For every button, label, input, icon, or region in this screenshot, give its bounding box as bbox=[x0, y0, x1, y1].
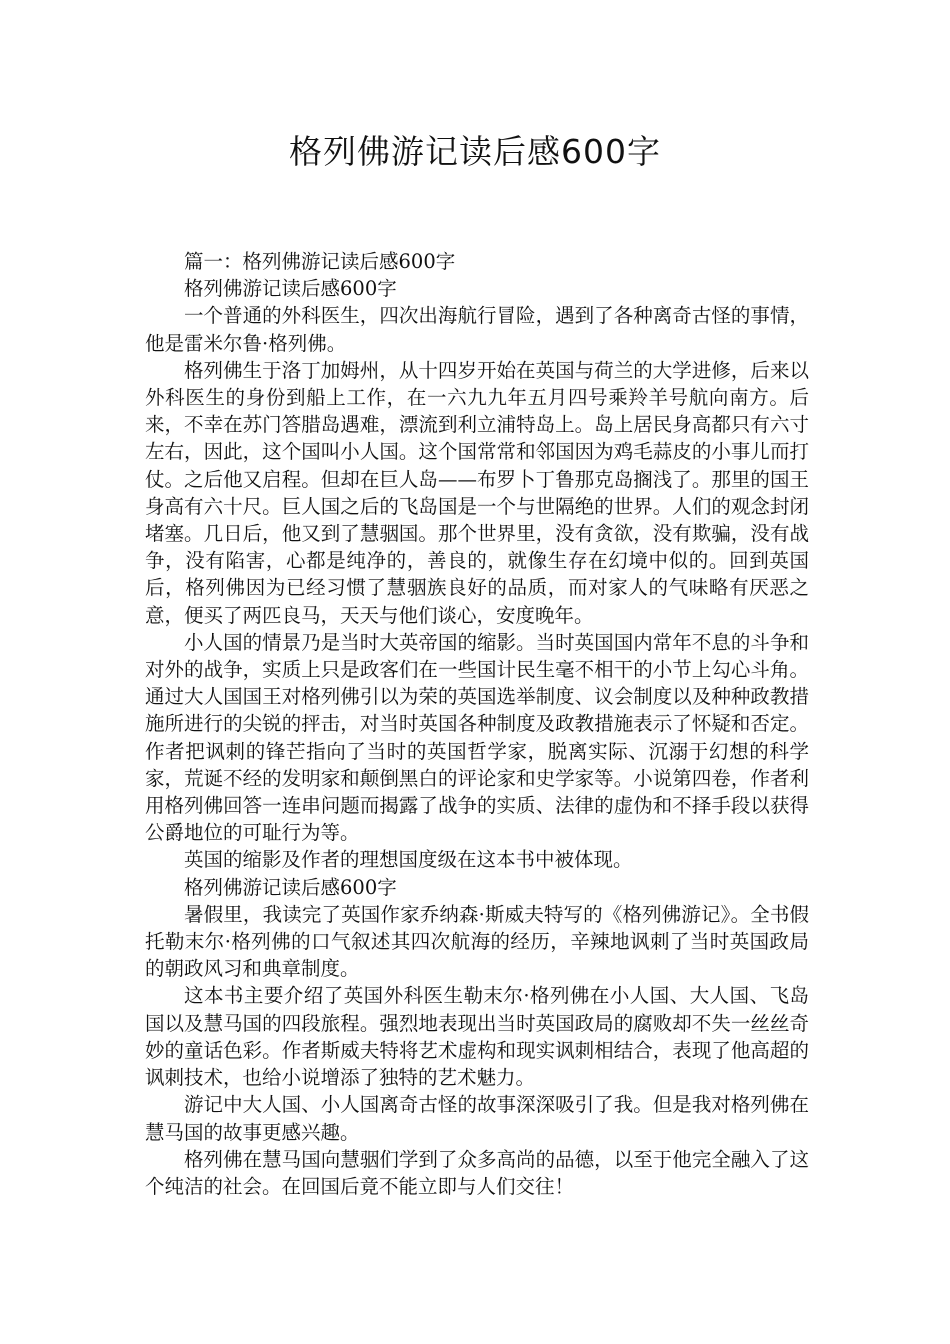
paragraph: 小人国的情景乃是当时大英帝国的缩影。当时英国国内常年不息的斗争和对外的战争，实质上只是政客们在一些国计民生毫不相干的小节上勾心斗角。通过大人国国王对格列佛引以为荣的英国选举制度、议会制度以及种种政教措施所进行的尖锐的抨击，对当时英国各种制度及政教措施表示了怀疑和否定。作者把讽刺的锋芒指向了当时的英国哲学家，脱离实际、沉溺于幻想的科学家，荒诞不经的发明家和颠倒黑白的评论家和史学家等。小说第四卷，作者利用格列佛回答一连串问题而揭露了战争的实质、法律的虚伪和不择手段以获得公爵地位的可耻行为等。 bbox=[145, 630, 809, 845]
paragraph: 英国的缩影及作者的理想国度级在这本书中被体现。 bbox=[184, 848, 633, 872]
paragraph: 暑假里，我读完了英国作家乔纳森·斯威夫特写的《格列佛游记》。全书假托勒末尔·格列佛的口气叙述其四次航海的经历，辛辣地讽刺了当时英国政局的朝政风习和典章制度。 bbox=[145, 902, 809, 981]
document-body bbox=[145, 248, 809, 1200]
document-title: 格列佛游记读后感600字 bbox=[289, 132, 661, 171]
paragraph: 这本书主要介绍了英国外科医生勒末尔·格列佛在小人国、大人国、飞岛国以及慧马国的四段旅程。强烈地表现出当时英国政局的腐败却不失一丝丝奇妙的童话色彩。作者斯威夫特将艺术虚构和现实讽刺相结合，表现了他高超的讽刺技术，也给小说增添了独特的艺术魅力。 bbox=[145, 984, 809, 1090]
paragraph: 游记中大人国、小人国离奇古怪的故事深深吸引了我。但是我对格列佛在慧马国的故事更感兴趣。 bbox=[145, 1093, 809, 1144]
paragraph: 一个普通的外科医生，四次出海航行冒险，遇到了各种离奇古怪的事情，他是雷米尔鲁·格列佛。 bbox=[145, 304, 809, 355]
section-heading: 篇一：格列佛游记读后感600字 bbox=[184, 250, 456, 273]
article-subtitle: 格列佛游记读后感600字 bbox=[184, 277, 397, 301]
article-subtitle: 格列佛游记读后感600字 bbox=[184, 875, 397, 899]
paragraph: 格列佛生于洛丁加姆州，从十四岁开始在英国与荷兰的大学进修，后来以外科医生的身份到船上工作，在一六九九年五月四号乘羚羊号航向南方。后来，不幸在苏门答腊岛遇难，漂流到利立浦特岛上。岛上居民身高都只有六寸左右，因此，这个国叫小人国。这个国常常和邻国因为鸡毛蒜皮的小事儿而打仗。之后他又启程。但却在巨人岛——布罗卜丁鲁那克岛搁浅了。那里的国王身高有六十尺。巨人国之后的飞岛国是一个与世隔绝的世界。人们的观念封闭堵塞。几日后，他又到了慧骃国。那个世界里，没有贪欲，没有欺骗，没有战争，没有陷害，心都是纯净的，善良的，就像生存在幻境中似的。回到英国后，格列佛因为已经习惯了慧骃族良好的品质，而对家人的气味略有厌恶之意，便买了两匹良马，天天与他们谈心，安度晚年。 bbox=[145, 358, 809, 627]
paragraph: 格列佛在慧马国向慧骃们学到了众多高尚的品德，以至于他完全融入了这个纯洁的社会。在回国后竟不能立即与人们交往！ bbox=[145, 1147, 809, 1198]
